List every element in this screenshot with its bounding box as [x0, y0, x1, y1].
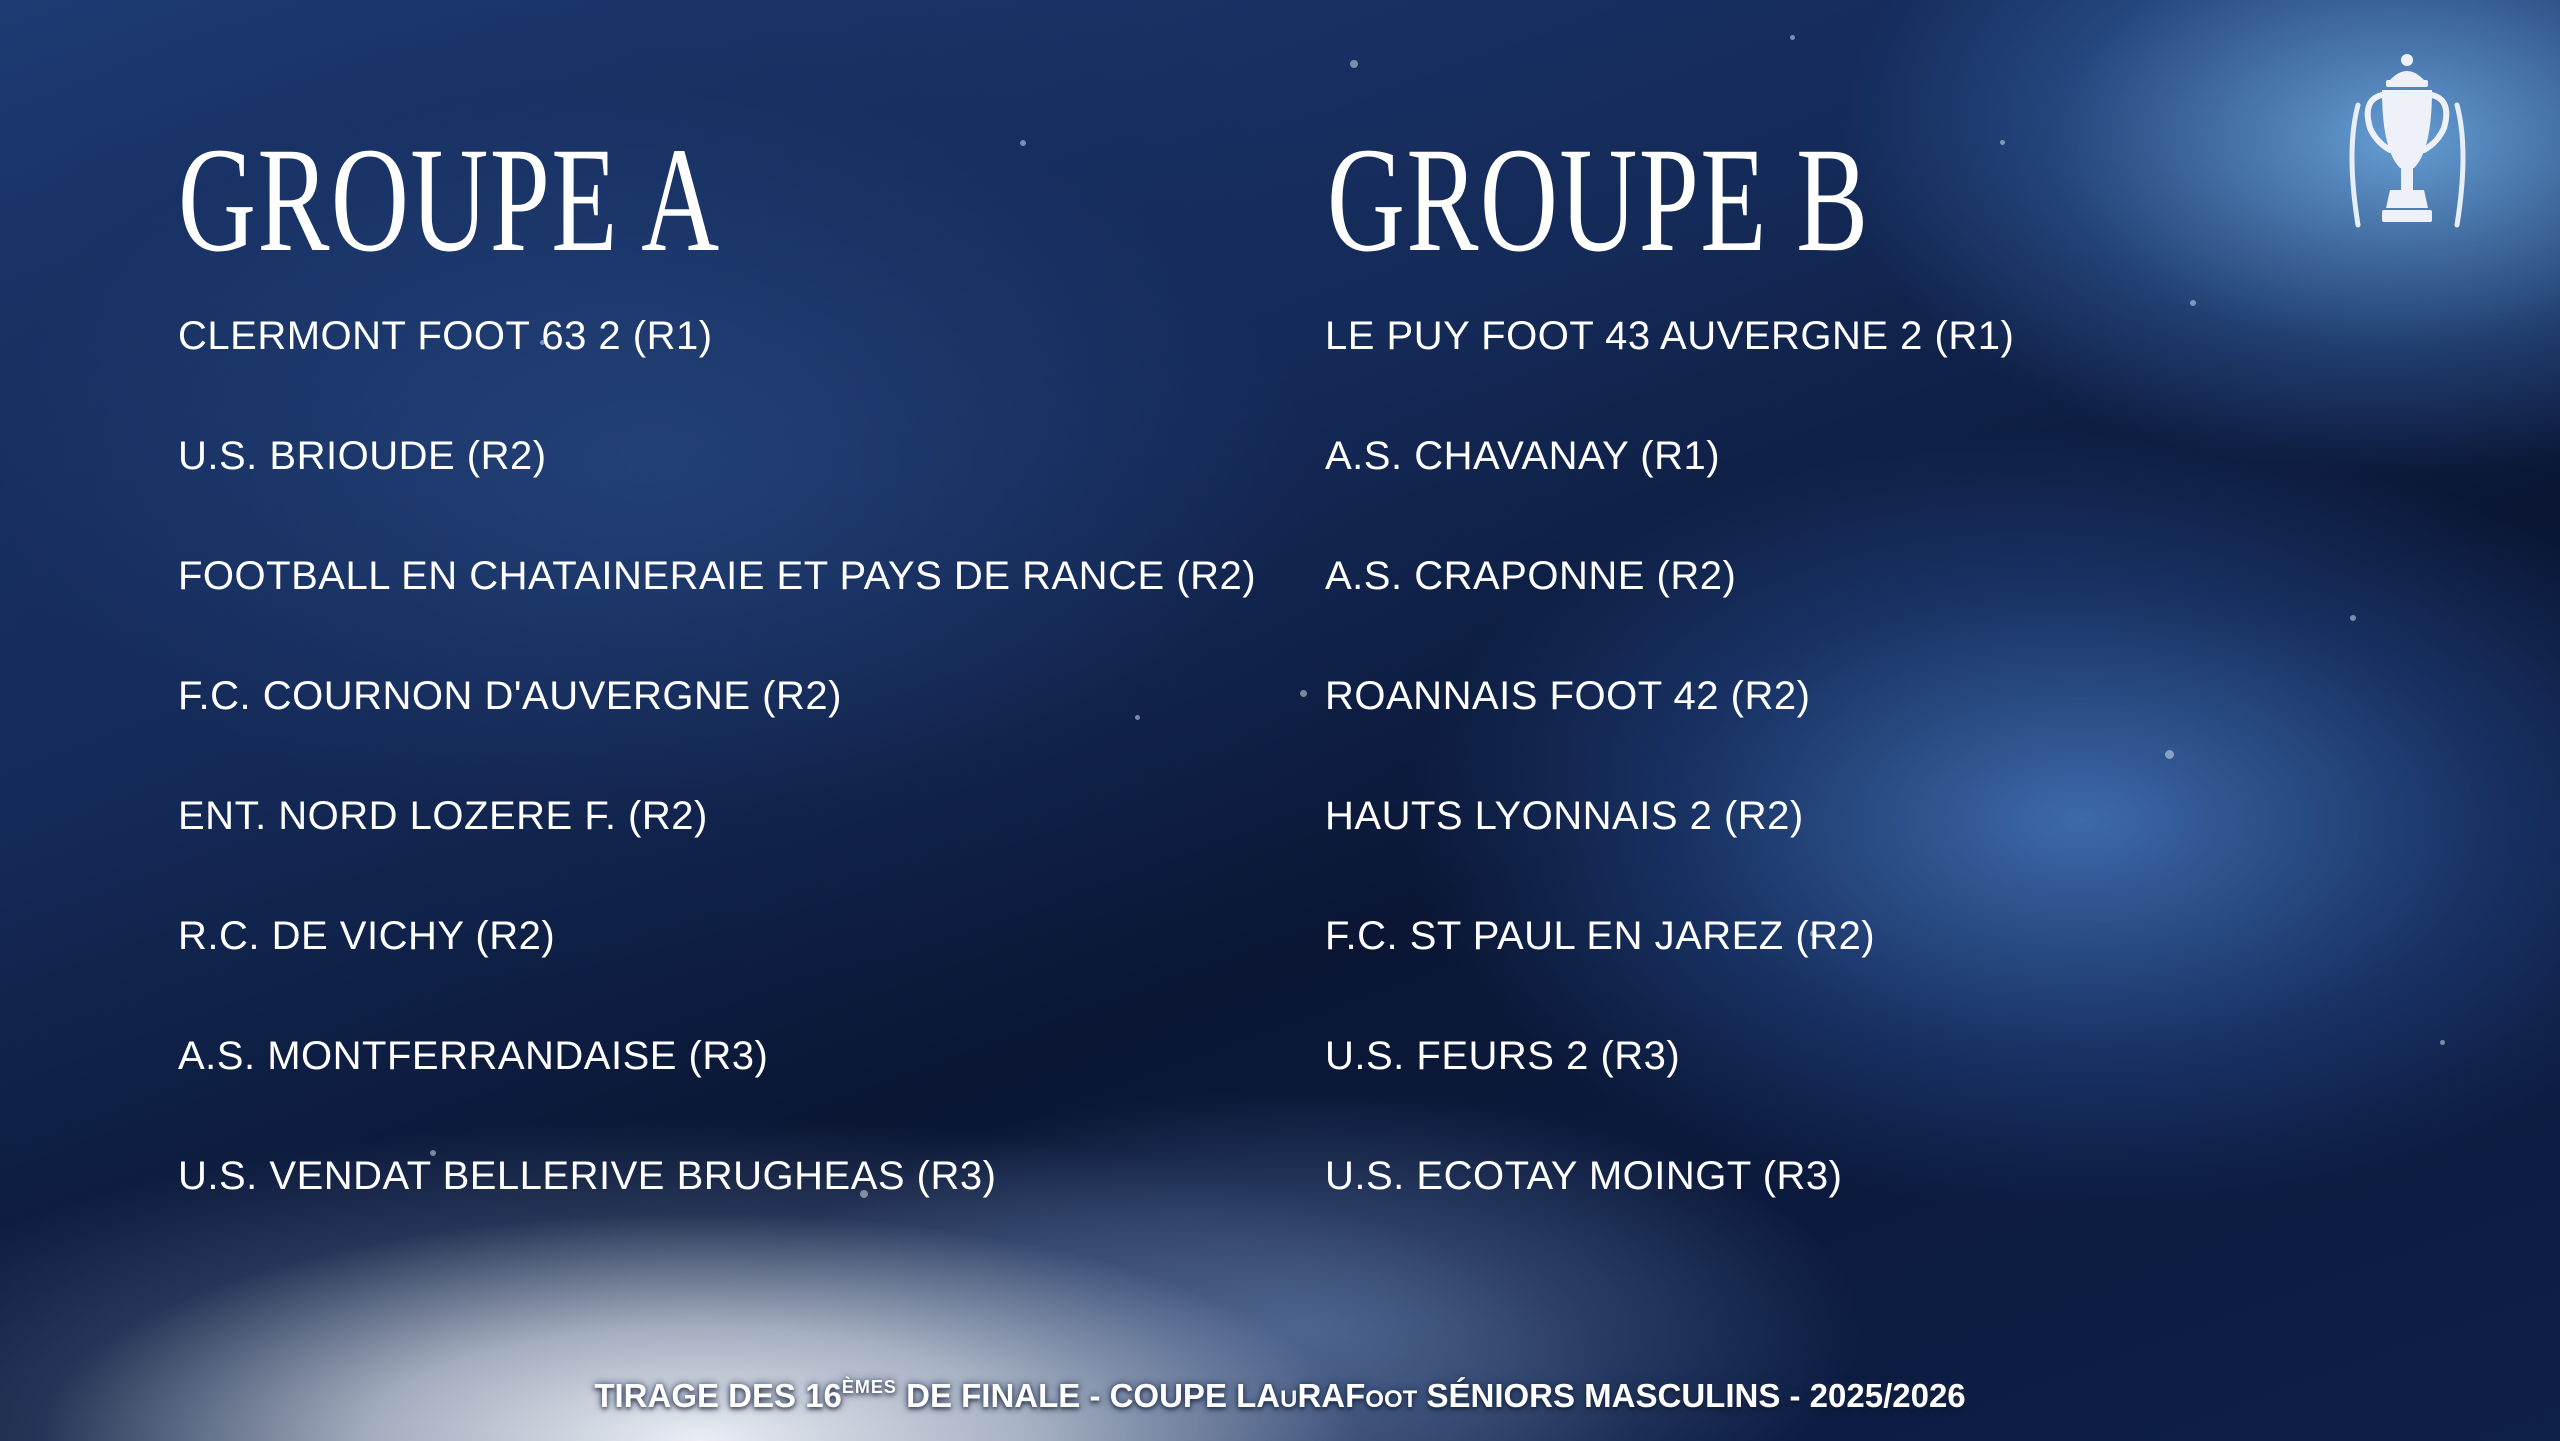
team-item: FOOTBALL EN CHATAINERAIE ET PAYS DE RANCE (R2) — [178, 554, 1257, 598]
group-a-team-list — [178, 306, 1256, 1266]
footer-caption — [0, 1362, 2560, 1425]
group-b-team-list — [1325, 306, 2014, 1266]
team-item: HAUTS LYONNAIS 2 (R2) — [1325, 794, 1804, 838]
texture-speck — [2440, 1040, 2445, 1045]
footer-text: DE FINALE - COUPE LA — [896, 1377, 1281, 1414]
texture-speck — [2165, 750, 2174, 759]
team-item: A.S. CRAPONNE (R2) — [1325, 554, 1737, 598]
group-b-title: GROUPE B — [1327, 117, 1870, 283]
team-item: A.S. MONTFERRANDAISE (R3) — [178, 1034, 769, 1078]
texture-speck — [1790, 35, 1795, 40]
group-a-title: GROUPE A — [178, 117, 721, 283]
team-item: U.S. ECOTAY MOINGT (R3) — [1325, 1154, 1843, 1198]
team-item: A.S. CHAVANAY (R1) — [1325, 434, 1721, 478]
footer-brand: RAF — [1297, 1377, 1366, 1414]
team-item: ROANNAIS FOOT 42 (R2) — [1325, 674, 1811, 718]
team-item: ENT. NORD LOZERE F. (R2) — [178, 794, 708, 838]
footer-superscript: ÈMES — [841, 1377, 897, 1397]
team-item: U.S. FEURS 2 (R3) — [1325, 1034, 1681, 1078]
texture-speck — [2190, 300, 2196, 306]
team-item: R.C. DE VICHY (R2) — [178, 914, 556, 958]
team-item: F.C. ST PAUL EN JAREZ (R2) — [1325, 914, 1876, 958]
texture-speck — [1350, 60, 1358, 68]
texture-speck — [1300, 690, 1307, 697]
team-item: U.S. VENDAT BELLERIVE BRUGHEAS (R3) — [178, 1154, 997, 1198]
team-item: F.C. COURNON D'AUVERGNE (R2) — [178, 674, 842, 718]
team-item: CLERMONT FOOT 63 2 (R1) — [178, 314, 713, 358]
texture-speck — [1020, 140, 1026, 146]
texture-speck — [2350, 615, 2356, 621]
team-item: U.S. BRIOUDE (R2) — [178, 434, 547, 478]
footer-brand-small: U — [1280, 1386, 1298, 1413]
texture-speck — [2000, 140, 2005, 145]
team-item: LE PUY FOOT 43 AUVERGNE 2 (R1) — [1325, 314, 2015, 358]
footer-brand-small: OOT — [1365, 1386, 1418, 1413]
footer-text: TIRAGE DES 16 — [594, 1377, 842, 1414]
trophy-icon — [2340, 50, 2475, 250]
footer-text: SÉNIORS MASCULINS - 2025/2026 — [1417, 1377, 1966, 1414]
